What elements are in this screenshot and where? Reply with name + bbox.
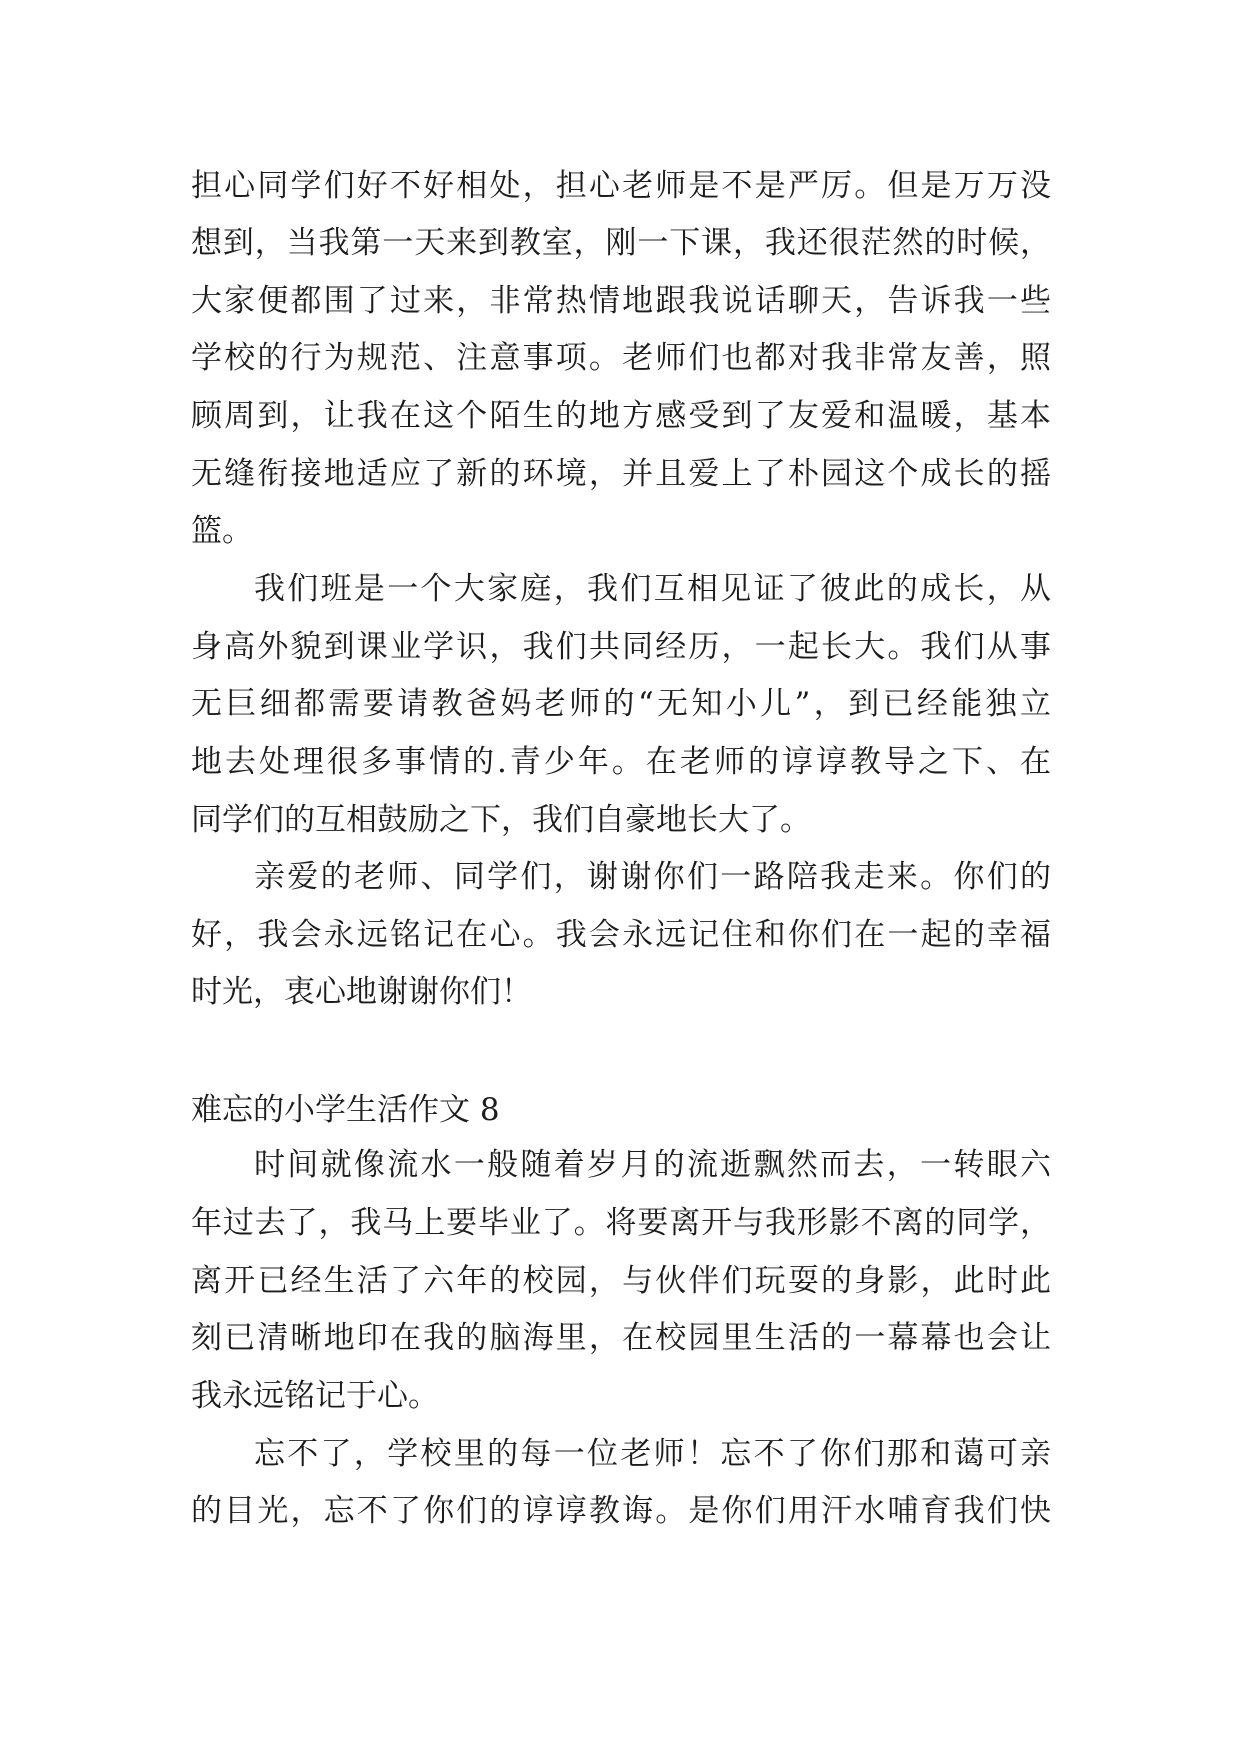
text-line: 刻已清晰地印在我的脑海里，在校园里生活的一幕幕也会让 [191,1320,1051,1356]
text-line: 大家便都围了过来，非常热情地跟我说话聊天，告诉我一些 [191,283,1051,319]
text-line: 身高外貌到课业学识，我们共同经历，一起长大。我们从事 [191,629,1051,665]
text-line: 好，我会永远铭记在心。我会永远记住和你们在一起的幸福 [191,917,1051,953]
text-line: 无巨细都需要请教爸妈老师的“无知小儿”，到已经能独立 [191,686,1051,722]
text-line: 年过去了，我马上要毕业了。将要离开与我形影不离的同学， [191,1205,1051,1241]
text-line: 同学们的互相鼓励之下，我们自豪地长大了。 [191,802,811,838]
text-line: 我永远铭记于心。 [191,1378,439,1414]
text-line: 亲爱的老师、同学们，谢谢你们一路陪我走来。你们的 [254,859,1051,895]
text-line: 时间就像流水一般随着岁月的流逝飘然而去，一转眼六 [254,1147,1051,1183]
text-line: 时光，衷心地谢谢你们！ [191,974,532,1010]
text-line: 担心同学们好不好相处，担心老师是不是严厉。但是万万没 [191,168,1051,204]
text-line: 地去处理很多事情的.青少年。在老师的谆谆教导之下、在 [191,744,1051,780]
text-line: 篮。 [191,513,253,549]
text-line: 学校的行为规范、注意事项。老师们也都对我非常友善，照 [191,340,1051,376]
section-title: 难忘的小学生活作文 8 [191,1092,500,1128]
text-line: 的目光，忘不了你们的谆谆教诲。是你们用汗水哺育我们快 [191,1493,1051,1529]
text-line: 想到，当我第一天来到教室，刚一下课，我还很茫然的时候， [191,225,1051,261]
text-line: 忘不了，学校里的每一位老师！忘不了你们那和蔼可亲 [254,1436,1051,1472]
text-line: 无缝衔接地适应了新的环境，并且爱上了朴园这个成长的摇 [191,456,1051,492]
text-line: 离开已经生活了六年的校园，与伙伴们玩耍的身影，此时此 [191,1263,1051,1299]
text-line: 我们班是一个大家庭，我们互相见证了彼此的成长，从 [254,571,1051,607]
text-line: 顾周到，让我在这个陌生的地方感受到了友爱和温暖，基本 [191,398,1051,434]
